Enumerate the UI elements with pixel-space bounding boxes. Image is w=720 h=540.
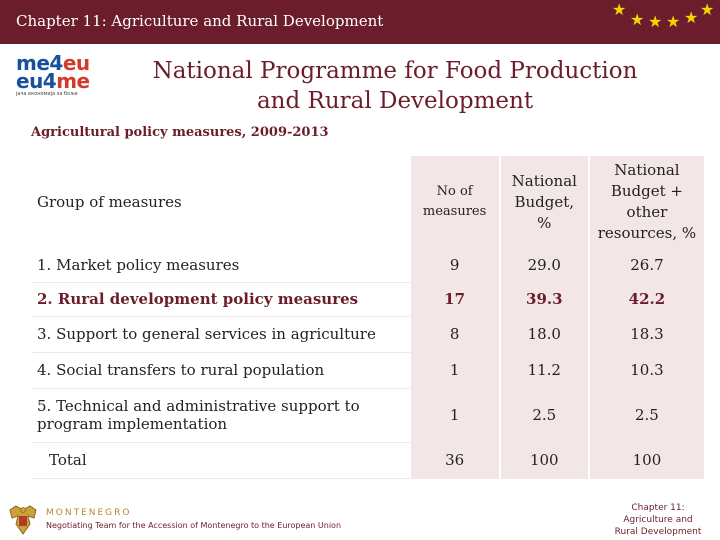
page-title bbox=[110, 56, 680, 116]
table-row bbox=[31, 282, 704, 316]
header-national-budget: National Budget, % bbox=[500, 156, 589, 248]
me4eu-logo bbox=[16, 51, 106, 98]
row-national-budget-other: 18.3 bbox=[589, 316, 704, 352]
page-subtitle: Agricultural policy measures, 2009-2013 bbox=[31, 125, 329, 140]
row-national-budget: 18.0 bbox=[500, 316, 589, 352]
row-national-budget-other: 26.7 bbox=[589, 248, 704, 282]
header-group-of-measures: Group of measures bbox=[31, 156, 411, 248]
measures-table bbox=[31, 156, 704, 479]
footer-chapter: Chapter 11: Agriculture and Rural Development bbox=[614, 503, 702, 537]
eu-stars-icon: ★ ★ ★ ★ ★ ★ bbox=[612, 0, 715, 31]
row-name: 5. Technical and administrative support to program implementation bbox=[37, 397, 360, 433]
row-national-budget-other: 100 bbox=[589, 442, 704, 478]
row-national-budget: 11.2 bbox=[500, 352, 589, 388]
logo-tagline: јача економија за боље bbox=[16, 91, 78, 97]
table-row bbox=[31, 388, 704, 442]
row-national-budget-other: 2.5 bbox=[589, 388, 704, 442]
row-count: 17 bbox=[411, 282, 500, 316]
row-national-budget: 2.5 bbox=[500, 388, 589, 442]
table-row-total bbox=[31, 442, 704, 478]
logo-line-1: me4eu bbox=[16, 51, 90, 75]
row-count: 8 bbox=[411, 316, 500, 352]
footer-country: MONTENEGRO bbox=[46, 508, 132, 518]
coat-of-arms-icon bbox=[6, 504, 40, 536]
row-count: 1 bbox=[411, 388, 500, 442]
table-row bbox=[31, 352, 704, 388]
page-title-line-1: National Programme for Food Production bbox=[152, 58, 638, 84]
header-no-of-measures: No of measures bbox=[411, 156, 500, 248]
header-national-budget-other: National Budget + other resources, % bbox=[589, 156, 704, 248]
row-national-budget: 100 bbox=[500, 442, 589, 478]
row-national-budget-other: 42.2 bbox=[589, 282, 704, 316]
row-count: 36 bbox=[411, 442, 500, 478]
logo-line-2: eu4me bbox=[16, 69, 90, 93]
header-title: Chapter 11: Agriculture and Rural Development bbox=[16, 12, 384, 30]
row-name: 4. Social transfers to rural population bbox=[37, 361, 325, 379]
row-name: 1. Market policy measures bbox=[37, 255, 240, 274]
row-name: Total bbox=[49, 451, 87, 469]
row-name: 2. Rural development policy measures bbox=[37, 290, 359, 308]
row-name: 3. Support to general services in agriculture bbox=[37, 325, 376, 343]
table-header-row bbox=[31, 156, 704, 248]
row-national-budget: 29.0 bbox=[500, 248, 589, 282]
row-count: 9 bbox=[411, 248, 500, 282]
row-national-budget: 39.3 bbox=[500, 282, 589, 316]
table-row bbox=[31, 248, 704, 282]
table-row bbox=[31, 316, 704, 352]
footer-team: Negotiating Team for the Accession of Montenegro to the European Union bbox=[46, 521, 342, 530]
row-count: 1 bbox=[411, 352, 500, 388]
header-bar bbox=[0, 0, 720, 44]
row-national-budget-other: 10.3 bbox=[589, 352, 704, 388]
page-title-line-2: and Rural Development bbox=[256, 88, 534, 114]
